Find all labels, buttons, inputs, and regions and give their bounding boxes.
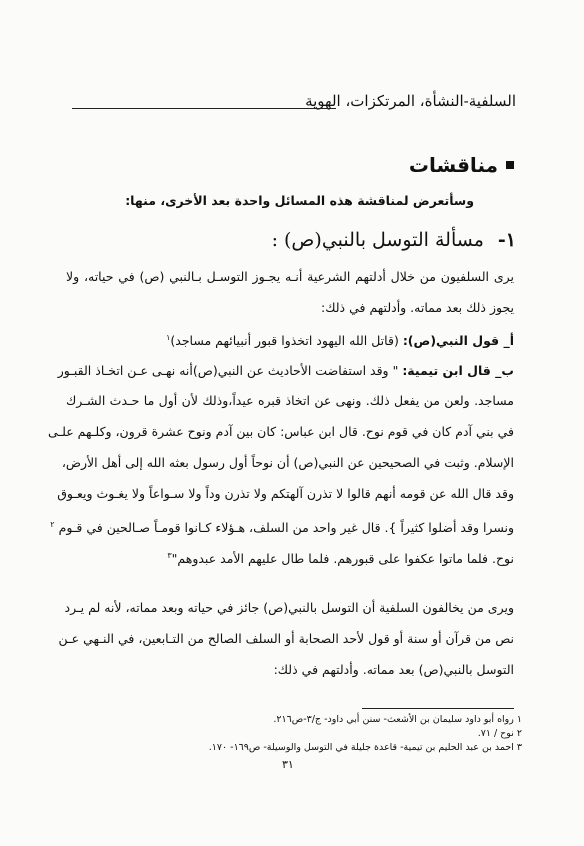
- section-title: مناقشات: [408, 153, 498, 177]
- question-title: مسألة التوسل بالنبي(ص) :: [271, 229, 484, 251]
- item-b-line: وقد قال الله عن قومه أنهم قالوا لا تذرن آلهتكم ولا تذرن وداً ولا سـواعاً ولا يغـوث ويعـوق: [57, 486, 514, 501]
- paragraph1-line: يرى السلفيون من خلال أدلتهم الشرعية أنـه يجـوز التوسـل بـالنبي (ص) في حياته، ولا: [66, 269, 514, 284]
- paragraph2-line: التوسل بالنبي(ص) بعد مماته. وأدلتهم في ذلك:: [273, 662, 514, 677]
- running-header: السلفية-النشأة، المرتكزات، الهوية: [305, 92, 516, 110]
- footnote-ref: ٣: [167, 551, 172, 560]
- paragraph1-line: يجوز ذلك بعد مماته. وأدلتهم في ذلك:: [321, 300, 514, 315]
- footnote: ٢ نوح / ٧١.: [477, 728, 522, 739]
- footnote: ٣ احمد بن عبد الحليم بن تيمية- قاعدة جليلة في التوسل والوسيلة- ص١٦٩- ١٧٠.: [208, 742, 522, 753]
- item-a: [166, 330, 514, 349]
- item-b-line: مساجد. ولعن من يفعل ذلك. ونهى عن اتخاذ قبره عيداً،وذلك لأن أول ما حـدث الشـرك: [66, 393, 514, 408]
- item-a-label: أ_ قول النبي(ص):: [402, 333, 514, 349]
- item-b-line: [167, 548, 514, 567]
- paragraph2-line: نص من قرآن أو سنة أو قول لأحد الصحابة أو السلف الصالح من التـابعين، في النـهي عـن: [58, 631, 514, 646]
- intro-text: وسأتعرض لمناقشة هذه المسائل واحدة بعد الأخرى، منها:: [125, 193, 474, 208]
- footnote-rule: [362, 708, 514, 709]
- item-b-line: الإسلام. وثبت في الصحيحين عن النبي(ص) أن نوحاً أول رسول بعثه الله إلى أهل الأرض،: [61, 455, 514, 470]
- item-b-line: [50, 517, 514, 536]
- item-b-line: في بني آدم كان في قوم نوح. قال ابن عباس: كان بين آدم ونوح عشرة قرون، وكلـهم علـى: [48, 424, 514, 439]
- paragraph2-line: ويرى من يخالفون السلفية أن التوسل بالنبي(ص) جائز في حياته وبعد مماته، لأنه لم يـرد: [64, 600, 514, 615]
- page-number: ٣١: [282, 758, 294, 771]
- footnote-ref: ١: [166, 333, 171, 342]
- question-heading: [272, 229, 516, 251]
- section-heading: [409, 153, 514, 177]
- footnote-ref: ٢: [50, 520, 55, 529]
- header-rule: [72, 108, 336, 109]
- item-b-label: ب_ قال ابن تيمية:: [402, 363, 514, 378]
- item-b-text: " وقد استفاضت الأحاديث عن النبي(ص)أنه نهـى عـن اتخـاذ القبـور: [57, 363, 399, 378]
- item-b-text: نوح. فلما ماتوا عكفوا على قبورهم. فلما طال عليهم الأمد عبدوهم": [171, 551, 514, 567]
- item-b-text: ونسرا وقد أضلوا كثيراً }. قال غير واحد من السلف، هـؤلاء كـانوا قومـاً صـالحين في قـوم: [58, 520, 514, 536]
- square-bullet-icon: [506, 161, 514, 169]
- item-a-text: (قاتل الله اليهود اتخذوا قبور أنبيائهم مساجد): [170, 333, 399, 349]
- item-b-line: [57, 363, 514, 379]
- question-number: ١-: [497, 229, 516, 251]
- footnote: ١ رواه أبو داود سليمان بن الأشعث- سنن أبي داود- ج/٣-ص٢١٦.: [273, 714, 522, 725]
